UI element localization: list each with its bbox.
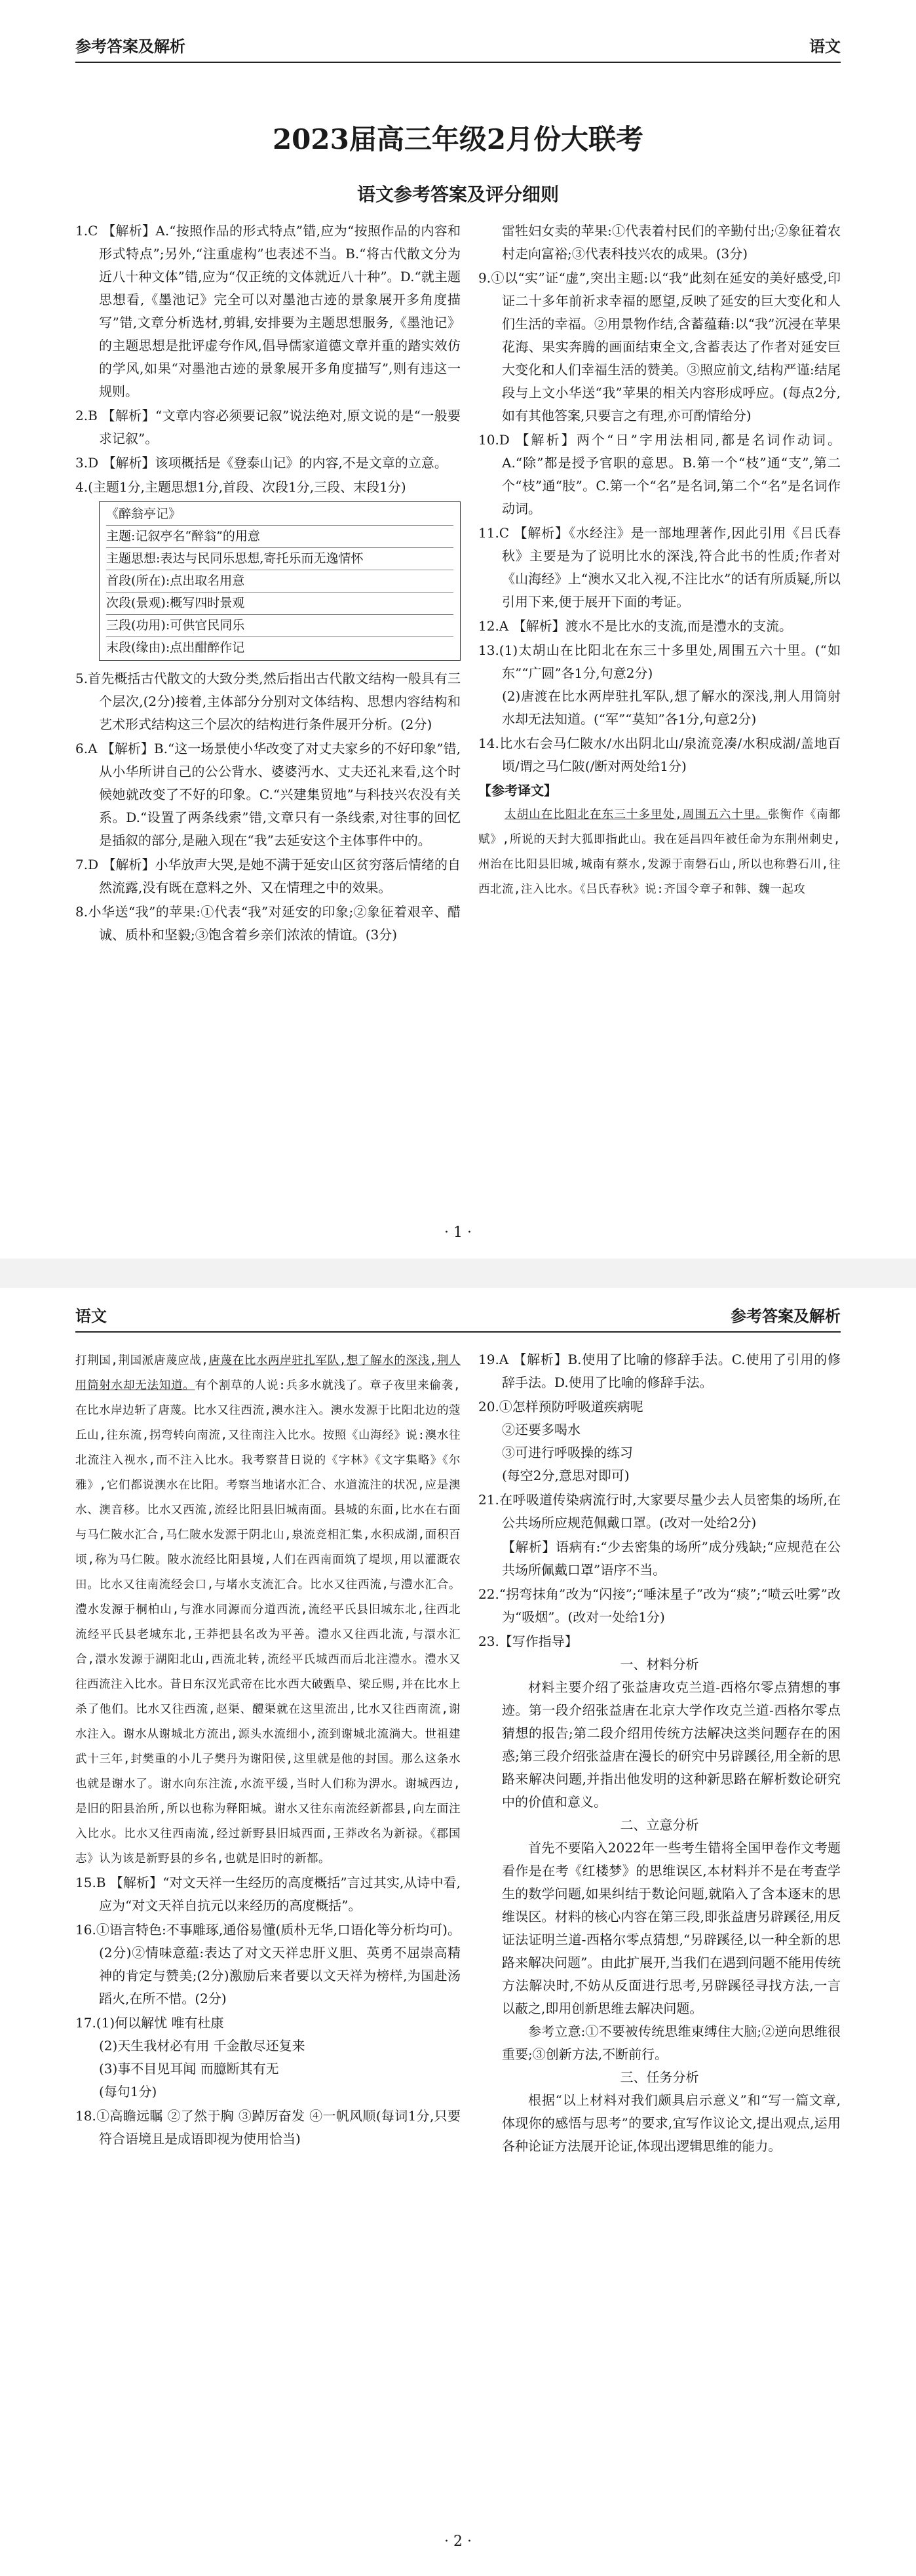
- header-left: 参考答案及解析: [75, 37, 185, 56]
- page-number: · 1 ·: [444, 1224, 472, 1241]
- answer-21: 21.在呼吸道传染病流行时,大家要尽量少去人员密集的场所,在公共场所应规范佩戴口罩。(改对一处给2分): [478, 1492, 841, 1531]
- answer-2: 2.B 【解析】“文章内容必须要记叙”说法绝对,原文说的是“一般要求记叙”。: [75, 408, 461, 446]
- answer-20-2: ②还要多喝水: [502, 1422, 581, 1437]
- page-gap: [0, 1259, 916, 1288]
- answer-10: 10.D 【解析】两个“日”字用法相同,都是名词作动词。A.“除”都是授予官职的意思。B.第一个“枝”通“支”,第二个“枝”通“肢”。C.第一个“名”是名词,第二个“名”是名词作动词。: [478, 432, 841, 517]
- answer-8-continued: 雷牲妇女卖的苹果:①代表着村民们的辛勤付出;②象征着农村走向富裕;③代表科技兴农的成果。(3分): [502, 223, 841, 262]
- header-right: 参考答案及解析: [731, 1307, 841, 1325]
- answer-15: 15.B 【解析】“对文天祥一生经历的高度概括”言过其实,从诗中看,应为“对文天祥自抗元以来经历的高度概括”。: [75, 1875, 461, 1913]
- table-row: 《醉翁亭记》: [106, 503, 453, 526]
- reference-themes: 参考立意:①不要被传统思维束缚住大脑;②逆向思维很重要;③创新方法,不断前行。: [502, 2023, 841, 2062]
- task-analysis: 根据“以上材料对我们颇具启示意义”和“写一篇文章,体现你的感悟与思考”的要求,宜写作议论文,提出观点,运用各种论证方法展开论证,体现出逻辑思维的能力。: [502, 2092, 841, 2154]
- answer-20-1: 20.①怎样预防呼吸道疾病呢: [478, 1399, 643, 1415]
- answer-17-3: (3)事不目见耳闻 而臆断其有无: [99, 2061, 279, 2077]
- answer-6: 6.A 【解析】B.“这一场景使小华改变了对丈夫家乡的不好印象”错,从小华所讲自己的公公背水、婆婆沔水、丈夫还礼来看,这个时候她就改变了不好的印象。C.“兴建集贸地”与科技兴农没有关系。D.“设置了两条线索”错,文章只有一条线索,对往事的回忆是插叙的部分,是融入现在“我”去延安这个主体事件中的。: [75, 741, 461, 848]
- table-row: 首段(所在):点出取名用意: [106, 570, 453, 593]
- page-number: · 2 ·: [444, 2533, 472, 2550]
- left-column: [75, 220, 461, 948]
- answer-1: 1.C 【解析】A.“按照作品的形式特点”错,应为“按照作品的内容和形式特点”;另外,“注重虚构”也表述不当。B.“将古代散文分为近八十种文体”错,应为“仅正统的文体就近八十种”。D.“就主题思想看,《墨池记》完全可以对墨池古迹的景象展开多角度描写”错,文章分析选材,剪辑,安排要为主题思想服务,《墨池记》的主题思想是批评虚夸作风,倡导儒家道德文章并重的踏实效仿的学风,如果“对墨池古迹的景象展开多角度描写”,则有违这一规则。: [75, 223, 461, 399]
- material-analysis: 材料主要介绍了张益唐攻克兰道-西格尔零点猜想的事迹。第一段介绍张益唐在北京大学作攻克兰道-西格尔零点猜想的报告;第二段介绍用传统方法解决这类问题存在的困惑;第三段介绍张益唐在漫长的研究中另辟蹊径,用全新的思路来解决问题,并指出他发明的这种新思路在解析数论研究中的价值和意义。: [502, 1679, 841, 1810]
- page-title: 2023届高三年级2月份大联考: [272, 123, 644, 155]
- table-row: 三段(功用):可供官民同乐: [106, 615, 453, 637]
- answer-20-note: (每空2分,意思对即可): [502, 1468, 630, 1483]
- table-row: 主题:记叙亭名“醉翁”的用意: [106, 526, 453, 548]
- translation-sentence: 张衡作《南都赋》,所说的天封大狐即指此山。我在延昌四年被任命为东荆州刺史,州治在比阳县旧城,城南有蔡水,发源于南磐石山,所以也称磐石川,往西北流,注入比水。《吕氏春秋》说:齐国令章子和韩、魏一起攻: [478, 808, 841, 896]
- answer-23: 23.【写作指导】: [478, 1633, 578, 1649]
- answer-17-2: (2)天生我材必有用 千金散尽还复来: [99, 2038, 305, 2054]
- answer-7: 7.D 【解析】小华放声大哭,是她不满于延安山区贫穷落后情绪的自然流露,没有既在意料之外、又在情理之中的效果。: [75, 857, 461, 895]
- reference-translation: [478, 802, 841, 902]
- answer-21-analysis: 【解析】语病有:“少去密集的场所”成分残缺;“应规范在公共场所佩戴口罩”语序不当。: [502, 1539, 841, 1578]
- answer-13-1: 13.(1)太胡山在比阳北在东三十多里处,周围五六十里。(“如东”“广圆”各1分,句意2分): [478, 642, 841, 681]
- page-header: [75, 31, 841, 63]
- answer-13-2: (2)唐渡在比水两岸驻扎军队,想了解水的深浅,荆人用筒射水却无法知道。(“军”“莫知”各1分,句意2分): [502, 688, 841, 727]
- answer-5: 5.首先概括古代散文的大致分类,然后指出古代散文结构一般具有三个层次,(2分)接着,主体部分分别对文体结构、思想内容结构和艺术形式结构这三个层次的结构进行条件展开分析。(2分): [75, 671, 461, 732]
- answer-8: 8.小华送“我”的苹果:①代表“我”对延安的印象;②象征着艰辛、醋诚、质朴和坚毅;③饱含着乡亲们浓浓的情谊。(3分): [75, 904, 461, 943]
- right-column: [478, 1348, 841, 2158]
- theme-analysis: 首先不要陷入2022年一些考生错将全国甲卷作文考题看作是在考《红楼梦》的思维误区,本材料并不是在考查学生的数学问题,如果纠结于数论问题,就陷入了含本逐末的思维误区。材料的核心内容在第三段,即张益唐另辟蹊径,用反证法证明兰道-西格尔零点猜想,“另辟蹊径,以一种全新的思路来解决问题”。由此扩展开,当我们在遇到问题不能用传统方法解决时,不妨从反面进行思考,另辟蹊径寻找方法,一言以蔽之,即用创新思维去解决问题。: [502, 1840, 841, 2016]
- page-header: [75, 1301, 841, 1333]
- answer-17-note: (每句1分): [99, 2084, 157, 2099]
- answer-4: 4.(主题1分,主题思想1分,首段、次段1分,三段、末段1分): [75, 479, 406, 495]
- translation-sentence: 唐蔑在比水两岸驻扎军队,想了解水的深浅,荆人用筒射水却无法知道。: [75, 1354, 461, 1392]
- answer-9: 9.①以“实”证“虚”,突出主题:以“我”此刻在延安的美好感受,印证二十多年前祈求幸福的愿望,反映了延安的巨大变化和人们生活的幸福。②用景物作结,含蓄蕴藉:以“我”沉浸在苹果花海、果实奔腾的画面结束全文,含蓄表达了作者对延安巨大变化和人们幸福生活的赞美。③照应前文,结构严谨:结尾段与上文小华送“我”苹果的相关内容形成呼应。(每点2分,如有其他答案,只要言之有理,亦可酌情给分): [478, 270, 841, 423]
- header-right: 语文: [809, 37, 841, 56]
- translation-sentence: 打荆国,荆国派唐蔑应战,: [75, 1354, 209, 1367]
- left-column: [75, 1348, 461, 2152]
- answer-17-1: 17.(1)何以解忧 唯有杜康: [75, 2015, 224, 2031]
- page-2: [0, 1288, 916, 2576]
- answer-11: 11.C 【解析】《水经注》是一部地理著作,因此引用《吕氏春秋》主要是为了说明比水的深浅,符合此书的性质;作者对《山海经》上“澳水又北入视,不注比水”的话有所质疑,所以引用下来,便于展开下面的考证。: [478, 525, 841, 610]
- answer-18: 18.①高瞻远瞩 ②了然于胸 ③踔厉奋发 ④一帆风顺(每词1分,只要符合语境且是成语即视为使用恰当): [75, 2108, 461, 2147]
- answer-22: 22.“拐弯抹角”改为“闪接”;“唾沫星子”改为“痰”;“喷云吐雾”改为“吸烟”。(改对一处给1分): [478, 1586, 841, 1625]
- answer-19: 19.A 【解析】B.使用了比喻的修辞手法。C.使用了引用的修辞手法。D.使用了比喻的修辞手法。: [478, 1352, 841, 1390]
- answer-20-3: ③可进行呼吸操的练习: [502, 1445, 633, 1460]
- answer-12: 12.A 【解析】渡水不是比水的支流,而是澧水的支流。: [478, 618, 792, 634]
- section-heading: 三、任务分析: [620, 2069, 699, 2085]
- reference-translation-heading: 【参考译文】: [478, 783, 557, 798]
- answer-16: 16.①语言特色:不事雕琢,通俗易懂(质朴无华,口语化等分析均可)。(2分)②情味意蕴:表达了对文天祥忠肝义胆、英勇不屈崇高精神的肯定与赞美;(2分)激励后来者要以文天祥为榜样,为国赴汤蹈火,在所不惜。(2分): [75, 1922, 461, 2006]
- table-row: 次段(景观):概写四时景观: [106, 593, 453, 615]
- answer-3: 3.D 【解析】该项概括是《登泰山记》的内容,不是文章的立意。: [75, 455, 448, 471]
- table-row: 主题思想:表达与民同乐思想,寄托乐而无逸情怀: [106, 548, 453, 570]
- section-heading: 二、立意分析: [620, 1817, 699, 1833]
- answer-14: 14.比水右会马仁陂水/水出阴北山/泉流竞凑/水积成湖/盖地百顷/谓之马仁陂(/断对两处给1分): [478, 735, 841, 774]
- translation-sentence: 太胡山在比阳北在东三十多里处,周围五六十里。: [505, 808, 769, 821]
- section-heading: 一、材料分析: [620, 1656, 699, 1672]
- page-1: [0, 0, 916, 1259]
- table-row: 末段(缘由):点出酣醉作记: [106, 640, 245, 655]
- answer-4-table: [99, 501, 461, 661]
- right-column: [478, 220, 841, 902]
- page-subtitle: 语文参考答案及评分细则: [356, 184, 559, 205]
- header-left: 语文: [75, 1307, 107, 1325]
- translation-sentence: 有个割草的人说:兵多水就浅了。章子夜里来偷袭,在比水岸边斩了唐蔑。比水又往西流,澳水注入。澳水发源于比阳北边的蔻丘山,往东流,拐弯转向南流,又往南注入比水。按照《山海经》说:澳水往北流注入视水,而不注入比水。我考察昔日说的《字林》《文字集略》《尔雅》,它们都说澳水在比阳。考察当地诸水汇合、水道流注的状况,应是澳水、澳音移。比水又西流,流经比阳县旧城南面。县城的东面,比水在右面与马仁陂水汇合,马仁陂水发源于阴北山,泉流竞相汇集,水积成湖,面积百顷,称为马仁陂。陂水流经比阳县境,人们在西南面筑了堤坝,用以灌溉农田。比水又往南流经会口,与堵水支流汇合。比水又往西流,与澧水汇合。澧水发源于桐柏山,与淮水同源而分道西流,流经平氏县旧城东北,往西北流经平氏县老城东北,王莽把县名改为平善。澧水又往西北流,与澴水汇合,澴水发源于湖阳北山,西流北转,流经平氏城西而后北注澧水。澧水又往西流注入比水。昔日东汉光武帝在比水西大破甄阜、梁丘赐,并在比水上杀了他们。比水又往西流,赵渠、醴渠就在这里流出,比水又往西南流,谢水注入。谢水从谢城北方流出,源头水流细小,流到谢城北流淌大。世祖建武十三年,封樊重的小儿子樊丹为谢阳侯,这里就是他的封国。那么这条水也就是谢水了。谢水向东注流,水流平缓,当时人们称为淠水。谢城西边,是旧的阳县治所,所以也称为释阳城。谢水又往东南流经新都县,向左面注入比水。比水又往西南流,经过新野县旧城西面,王莽改名为新禄。《郡国志》认为该是新野县的乡名,也就是旧时的新都。: [75, 1379, 461, 1865]
- reference-translation-continued: [75, 1348, 461, 1871]
